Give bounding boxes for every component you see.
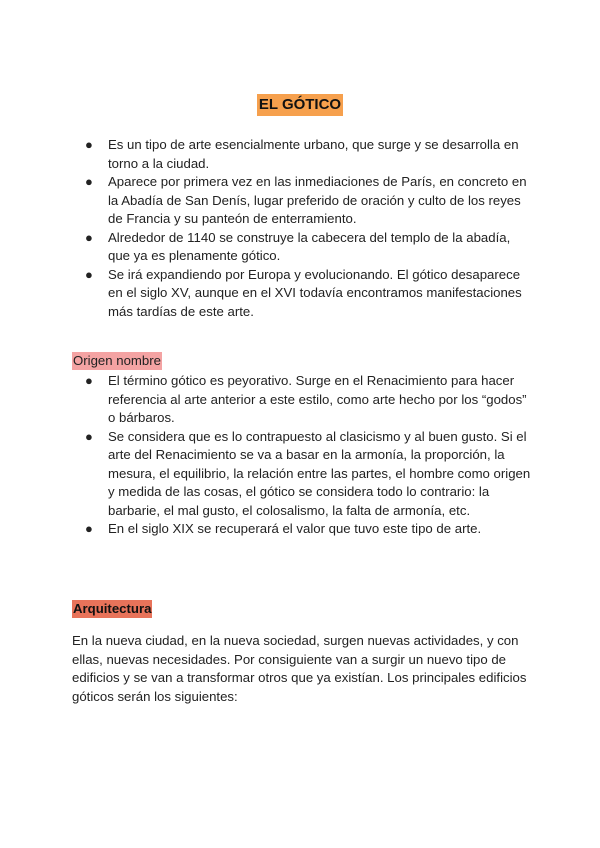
origen-bullet-list [72,372,532,539]
bullet-icon: ● [85,266,93,282]
list-item [72,520,532,539]
page-title: EL GÓTICO [257,94,343,116]
bullet-icon: ● [85,428,93,444]
list-item [72,372,532,428]
list-item-text: Se considera que es lo contrapuesto al clasicismo y al buen gusto. Si el arte del Renacimiento se va a basar en la armonía, la proporción, la mesura, el equilibrio, la relación entre las partes, el hombre como origen y medida de las cosas, el gótico se considera todo lo contrario: la barbarie, el mal gusto, el colosalismo, la falta de armonía, etc. [108,428,531,518]
list-item-text: En el siglo XIX se recuperará el valor que tuvo este tipo de arte. [108,521,482,536]
intro-bullet-list [72,136,532,321]
list-item [72,266,532,322]
list-item [72,173,532,229]
origen-heading: Origen nombre [73,353,161,368]
arquitectura-heading: Arquitectura [73,601,152,616]
list-item-text: Alrededor de 1140 se construye la cabecera del templo de la abadía, que ya es plenamente gótico. [108,229,511,263]
bullet-icon: ● [85,373,93,388]
list-item-text: El término gótico es peyorativo. Surge en el Renacimiento para hacer referencia al arte anterior a este estilo, como arte hecho por los “godos” o bárbaros. [108,373,527,425]
list-item [72,229,532,266]
title-container [0,94,600,116]
list-item-text: Se irá expandiendo por Europa y evolucionando. El gótico desaparece en el siglo XV, aunque en el XVI todavía encontramos manifestaciones más tardías de este arte. [108,266,522,319]
list-item-text: Aparece por primera vez en las inmediaciones de París, en concreto en la Abadía de San Denís, lugar preferido de oración y culto de los reyes de Francia y su panteón de enterramiento. [108,174,527,226]
list-item [72,136,532,173]
list-item-text: Es un tipo de arte esencialmente urbano, que surge y se desarrolla en torno a la ciudad. [108,137,519,171]
bullet-icon: ● [85,174,93,189]
list-item [72,428,532,521]
bullet-icon: ● [85,521,93,536]
bullet-icon: ● [85,137,93,152]
arquitectura-paragraph: En la nueva ciudad, en la nueva sociedad, surgen nuevas actividades, y con ellas, nuevas necesidades. Por consiguiente van a surgir un nuevo tipo de edificios y se van a transformar otros que ya existían. Los principales edificios góticos serán los siguientes: [72,633,527,704]
bullet-icon: ● [85,229,93,245]
